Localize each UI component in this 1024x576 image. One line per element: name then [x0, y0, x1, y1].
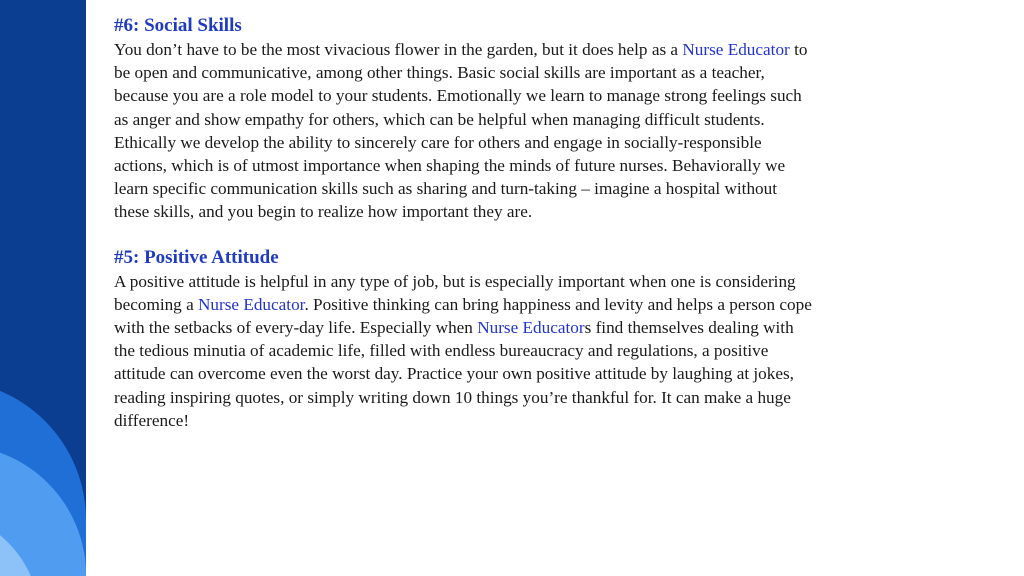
- body-text: A positive attitude is helpful in any type of job, but is especially important when one is considering becoming a: [114, 271, 796, 314]
- section-body: [114, 270, 814, 432]
- slide-content: [114, 14, 814, 432]
- section-heading: #5: Positive Attitude: [114, 246, 279, 268]
- section-body: [114, 38, 814, 224]
- section-social-skills: [114, 14, 814, 224]
- body-text: . Positive thinking can bring happiness and levity and helps a person cope with the setbacks of every-day life. Especially when: [114, 294, 812, 338]
- body-text: s find themselves dealing with the tedious minutia of academic life, filled with endless bureaucracy and regulations, a positive attitude can overcome even the worst day. Practice your own positive attitude by laughing at jokes, reading inspiring quotes, or simply writing down 10 things you’re thankful for. It can make a huge difference!: [114, 318, 794, 430]
- body-text: to be open and communicative, among other things. Basic social skills are important as a teacher, because you are a role model to your students. Emotionally we learn to manage strong feelings such as anger and show empathy for others, which can be helpful when managing difficult students. Ethically we develop the ability to sincerely care for others and engage in socially-responsible actions, which is of utmost importance when shaping the minds of future nurses. Behaviorally we learn specific communication skills such as sharing and turn-taking – imagine a hospital without these skills, and you begin to realize how important they are.: [114, 40, 808, 222]
- nurse-educator-link[interactable]: Nurse Educator: [477, 318, 585, 338]
- body-text: You don’t have to be the most vivacious flower in the garden, but it does help as a: [114, 40, 683, 59]
- decorative-sidebar: [0, 0, 86, 576]
- nurse-educator-link[interactable]: Nurse Educator: [682, 40, 790, 59]
- section-positive-attitude: [114, 246, 814, 432]
- nurse-educator-link[interactable]: Nurse Educator: [198, 294, 305, 314]
- section-heading: #6: Social Skills: [114, 15, 242, 36]
